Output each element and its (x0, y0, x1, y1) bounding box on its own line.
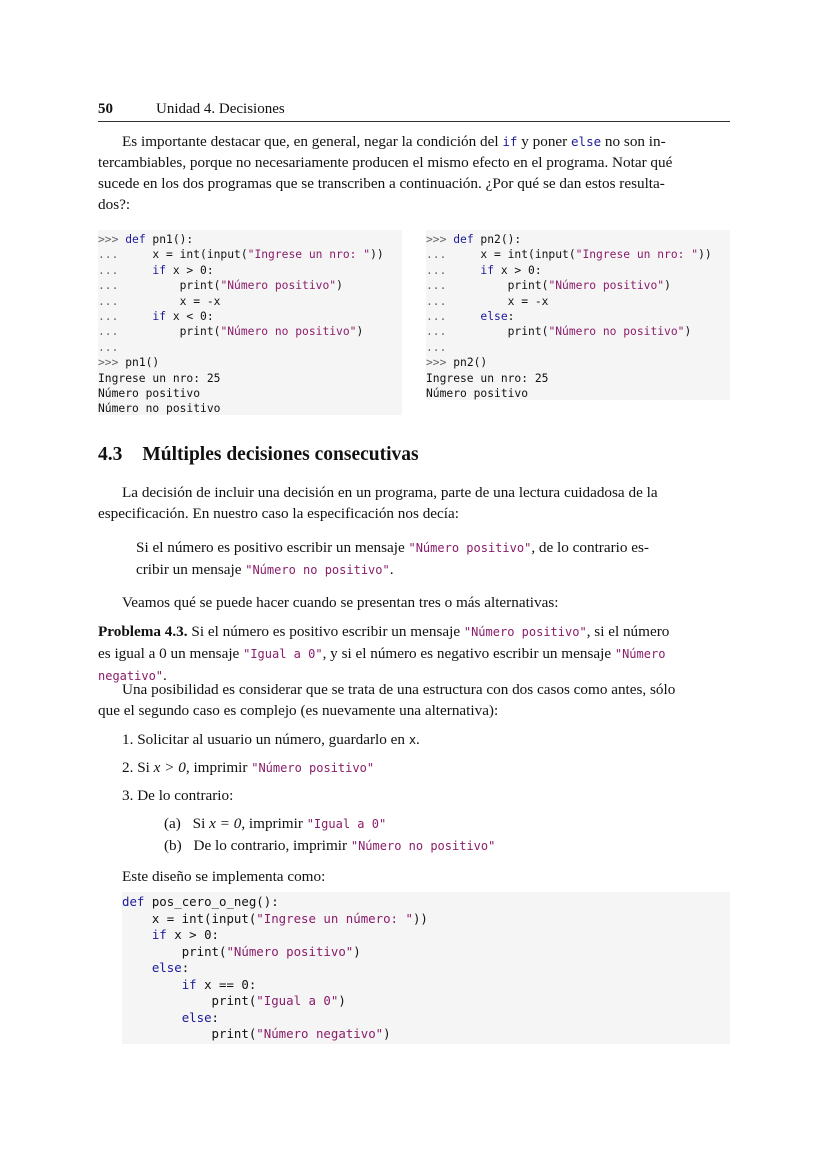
code-line (426, 232, 730, 247)
code-prompt: >>> (426, 233, 447, 246)
code-block-pos-cero-o-neg (122, 892, 730, 1044)
header-rule (98, 121, 730, 122)
code-line (122, 927, 730, 944)
code-line (426, 371, 730, 386)
problem-text: . (163, 667, 167, 684)
code-block-pn2 (426, 230, 730, 400)
code-line (122, 1026, 730, 1043)
code-keyword: if (152, 263, 167, 277)
inline-code-string: negativo" (98, 669, 164, 683)
quote-text: . (389, 561, 394, 578)
code-line (122, 977, 730, 994)
section-text: La decisión de incluir una decisión en un programa, parte de una lectura cuidadosa de la (122, 484, 658, 501)
code-keyword: if (181, 976, 197, 992)
code-line (426, 386, 730, 401)
code-line (98, 371, 402, 386)
specification-quote (136, 537, 696, 581)
code-prompt: >>> (98, 233, 119, 246)
code-text: : (181, 960, 190, 975)
code-text (118, 279, 179, 292)
inline-code-string: "Número no positivo" (245, 563, 390, 577)
inline-code-string: "Igual a 0" (306, 817, 387, 831)
list-text: , imprimir (185, 759, 252, 776)
code-text: ) (353, 943, 361, 959)
implementa-text: Este diseño se implementa como: (122, 868, 326, 885)
code-keyword: def (453, 233, 474, 246)
code-keyword: if (151, 927, 167, 942)
section-heading (98, 444, 419, 466)
code-line (98, 232, 402, 247)
code-text: : (211, 1009, 219, 1025)
code-prompt: ... (98, 340, 119, 354)
math-expression: x = 0 (209, 815, 242, 832)
code-text: pn1(): (145, 233, 194, 246)
code-string: "Igual a 0" (256, 993, 339, 1008)
code-string: "Número no positivo" (220, 325, 357, 339)
code-text: Número positivo (98, 387, 201, 401)
code-line (426, 278, 730, 293)
code-text (118, 310, 152, 323)
quote-text: Si el número es positivo escribir un mensaje (136, 539, 409, 556)
code-line (122, 944, 730, 961)
intro-text: Es importante destacar que, en general, negar la condición del (122, 133, 503, 150)
list-text: Si (192, 815, 210, 832)
posibilidad-text: que el segundo caso es complejo (es nuevamente una alternativa): (98, 702, 499, 719)
section-text: especificación. En nuestro caso la especificación nos decía: (98, 505, 459, 522)
code-prompt: ... (426, 340, 447, 354)
code-line (122, 993, 730, 1010)
code-string: "Número negativo" (256, 1026, 384, 1041)
list-text: De lo contrario: (137, 787, 234, 804)
code-string: "Ingrese un nro: " (247, 248, 371, 262)
intro-paragraph (98, 131, 730, 215)
code-prompt: ... (426, 279, 447, 293)
code-line (98, 309, 402, 324)
list-number: 2. (122, 759, 134, 776)
page-header (98, 101, 730, 121)
code-text (122, 927, 152, 942)
list-item (122, 729, 420, 751)
code-text: ) (356, 325, 364, 339)
code-text: ) (684, 325, 692, 339)
code-text (122, 977, 182, 992)
code-text: x > 0: (166, 927, 219, 942)
code-line (98, 263, 402, 278)
list-subitem (164, 835, 495, 857)
list-text: . (416, 731, 420, 748)
code-text: print( (179, 279, 221, 293)
code-text: )) (412, 910, 428, 926)
section-title: Múltiples decisiones consecutivas (142, 444, 419, 465)
code-listing (98, 232, 402, 417)
code-line (98, 355, 402, 370)
code-text: )) (370, 248, 384, 262)
code-text (446, 264, 480, 277)
code-prompt: ... (98, 294, 119, 308)
code-string: "Número positivo" (220, 279, 337, 293)
code-text (446, 248, 480, 261)
code-line (98, 294, 402, 309)
code-string: "Ingrese un nro: " (575, 248, 699, 262)
code-text: x == 0: (196, 976, 257, 992)
list-text: Solicitar al usuario un número, guardarlo en (137, 731, 409, 748)
inline-code-string: "Igual a 0" (243, 647, 323, 661)
code-prompt: ... (98, 248, 119, 262)
list-number: 3. (122, 787, 134, 804)
list-number: 1. (122, 731, 134, 748)
code-text: Ingrese un nro: 25 (426, 371, 549, 385)
code-prompt: ... (426, 294, 447, 308)
problem-text: es igual a 0 un mensaje (98, 645, 244, 662)
code-text (446, 310, 480, 323)
code-text: x > 0: (494, 263, 542, 277)
veamos-text: Veamos qué se puede hacer cuando se presentan tres o más alternativas: (122, 594, 559, 611)
code-text (446, 295, 507, 308)
code-text: x > 0: (166, 263, 214, 277)
code-text: Número positivo (426, 387, 529, 401)
intro-text: y poner (517, 133, 572, 150)
code-line (426, 355, 730, 370)
code-prompt: ... (426, 310, 447, 324)
quote-text: cribir un mensaje (136, 561, 246, 578)
list-item (122, 785, 233, 806)
inline-code-string: "Número positivo" (408, 541, 532, 555)
code-text: pos_cero_o_neg(): (144, 894, 279, 909)
inline-code-string: "Número positivo" (251, 761, 375, 775)
code-line (98, 247, 402, 262)
list-text: Si (137, 759, 154, 776)
code-line (426, 309, 730, 324)
code-line (426, 263, 730, 278)
code-string: "Número positivo" (226, 943, 354, 959)
problem-text: , y si el número es negativo escribir un mensaje (322, 645, 615, 662)
problem-text: Si el número es positivo escribir un mensaje (187, 623, 464, 640)
inline-code-string: "Número positivo" (463, 625, 587, 639)
math-expression: x > 0 (153, 759, 186, 776)
code-listing (122, 894, 730, 1043)
inline-code-var: x (408, 733, 417, 747)
code-keyword: else (480, 310, 508, 324)
code-text (122, 960, 152, 975)
page-number: 50 (98, 101, 113, 117)
code-text: ) (336, 279, 343, 293)
problem-statement (98, 621, 730, 687)
code-line (122, 911, 730, 928)
inline-code-else: else (571, 134, 602, 149)
code-text: print( (211, 1026, 257, 1041)
code-text: )) (698, 248, 712, 262)
code-text: Número no positivo (98, 402, 221, 416)
code-text (122, 1026, 212, 1041)
code-text (118, 295, 179, 308)
inline-code-if: if (502, 134, 518, 149)
code-text (122, 993, 212, 1008)
code-block-pn1 (98, 230, 402, 415)
posibilidad-paragraph (98, 679, 730, 721)
code-line (426, 247, 730, 262)
code-text: print( (507, 325, 549, 339)
quote-text: , de lo contrario es- (531, 539, 649, 556)
code-text: : (507, 310, 515, 324)
intro-text: sucede en los dos programas que se transcriben a continuación. ¿Por qué se dan estos resulta- (98, 175, 665, 192)
code-prompt: ... (426, 248, 447, 262)
problem-text: , si el número (586, 623, 670, 640)
list-number: (b) (164, 837, 182, 854)
code-prompt: ... (426, 325, 447, 339)
code-text: Ingrese un nro: 25 (98, 371, 221, 385)
code-keyword: else (181, 1009, 212, 1025)
section-paragraph (98, 482, 730, 524)
code-text: ) (383, 1026, 391, 1041)
code-text (118, 248, 152, 261)
list-number: (a) (164, 815, 181, 832)
code-prompt: >>> (426, 356, 447, 370)
code-prompt: >>> (98, 356, 119, 370)
code-prompt: ... (98, 325, 119, 339)
code-text: print( (179, 325, 221, 339)
code-text: print( (211, 993, 257, 1008)
code-text: x = -x (507, 294, 549, 308)
code-string: "Número positivo" (548, 279, 665, 293)
code-line (426, 324, 730, 339)
code-text (122, 911, 152, 926)
list-subitem (164, 813, 386, 835)
intro-text: tercambiables, porque no necesariamente producen el mismo efecto en el programa. Notar qué (98, 154, 673, 171)
code-line (122, 894, 730, 911)
code-prompt: ... (98, 310, 119, 324)
code-text: x = -x (179, 294, 221, 308)
list-text: , imprimir (241, 815, 307, 832)
code-text (118, 264, 152, 277)
code-text (122, 1010, 182, 1025)
code-text (446, 325, 507, 338)
code-text: ) (338, 993, 346, 1008)
list-text: De lo contrario, imprimir (193, 837, 351, 854)
code-text: x = int(input( (152, 248, 248, 262)
code-text: print( (507, 279, 549, 293)
code-text: ) (664, 279, 671, 293)
code-text: x = int(input( (151, 910, 257, 926)
code-text: print( (181, 943, 227, 959)
code-text: pn2() (453, 356, 488, 370)
intro-text: no son in- (601, 133, 666, 150)
chapter-title: Unidad 4. Decisiones (156, 101, 285, 117)
code-keyword: def (122, 894, 145, 909)
problem-label: Problema 4.3. (98, 623, 188, 640)
code-line (98, 324, 402, 339)
code-keyword: else (151, 960, 182, 975)
code-keyword: def (125, 233, 146, 246)
intro-text: dos?: (98, 196, 131, 213)
code-text: x < 0: (166, 310, 214, 324)
code-text (446, 279, 507, 292)
code-line (98, 401, 402, 416)
code-keyword: if (152, 310, 167, 324)
code-string: "Ingrese un número: " (256, 910, 413, 926)
code-text: pn1() (125, 356, 160, 370)
code-listing (426, 232, 730, 401)
code-line (98, 340, 402, 355)
code-line (426, 340, 730, 355)
code-line (98, 278, 402, 293)
inline-code-string: "Número (614, 647, 666, 661)
posibilidad-text: Una posibilidad es considerar que se trata de una estructura con dos casos como antes, sólo (122, 681, 676, 698)
code-prompt: ... (98, 279, 119, 293)
code-line (426, 294, 730, 309)
code-text (122, 944, 182, 959)
code-keyword: if (480, 263, 495, 277)
code-line (122, 1010, 730, 1027)
section-number: 4.3 (98, 444, 123, 465)
code-string: "Número no positivo" (548, 325, 685, 339)
code-line (98, 386, 402, 401)
code-prompt: ... (98, 263, 119, 277)
list-item (122, 757, 374, 779)
code-text: x = int(input( (480, 248, 576, 262)
code-line (122, 960, 730, 977)
code-text (118, 325, 179, 338)
inline-code-string: "Número no positivo" (350, 839, 496, 853)
code-text: pn2(): (473, 233, 522, 246)
code-prompt: ... (426, 263, 447, 277)
